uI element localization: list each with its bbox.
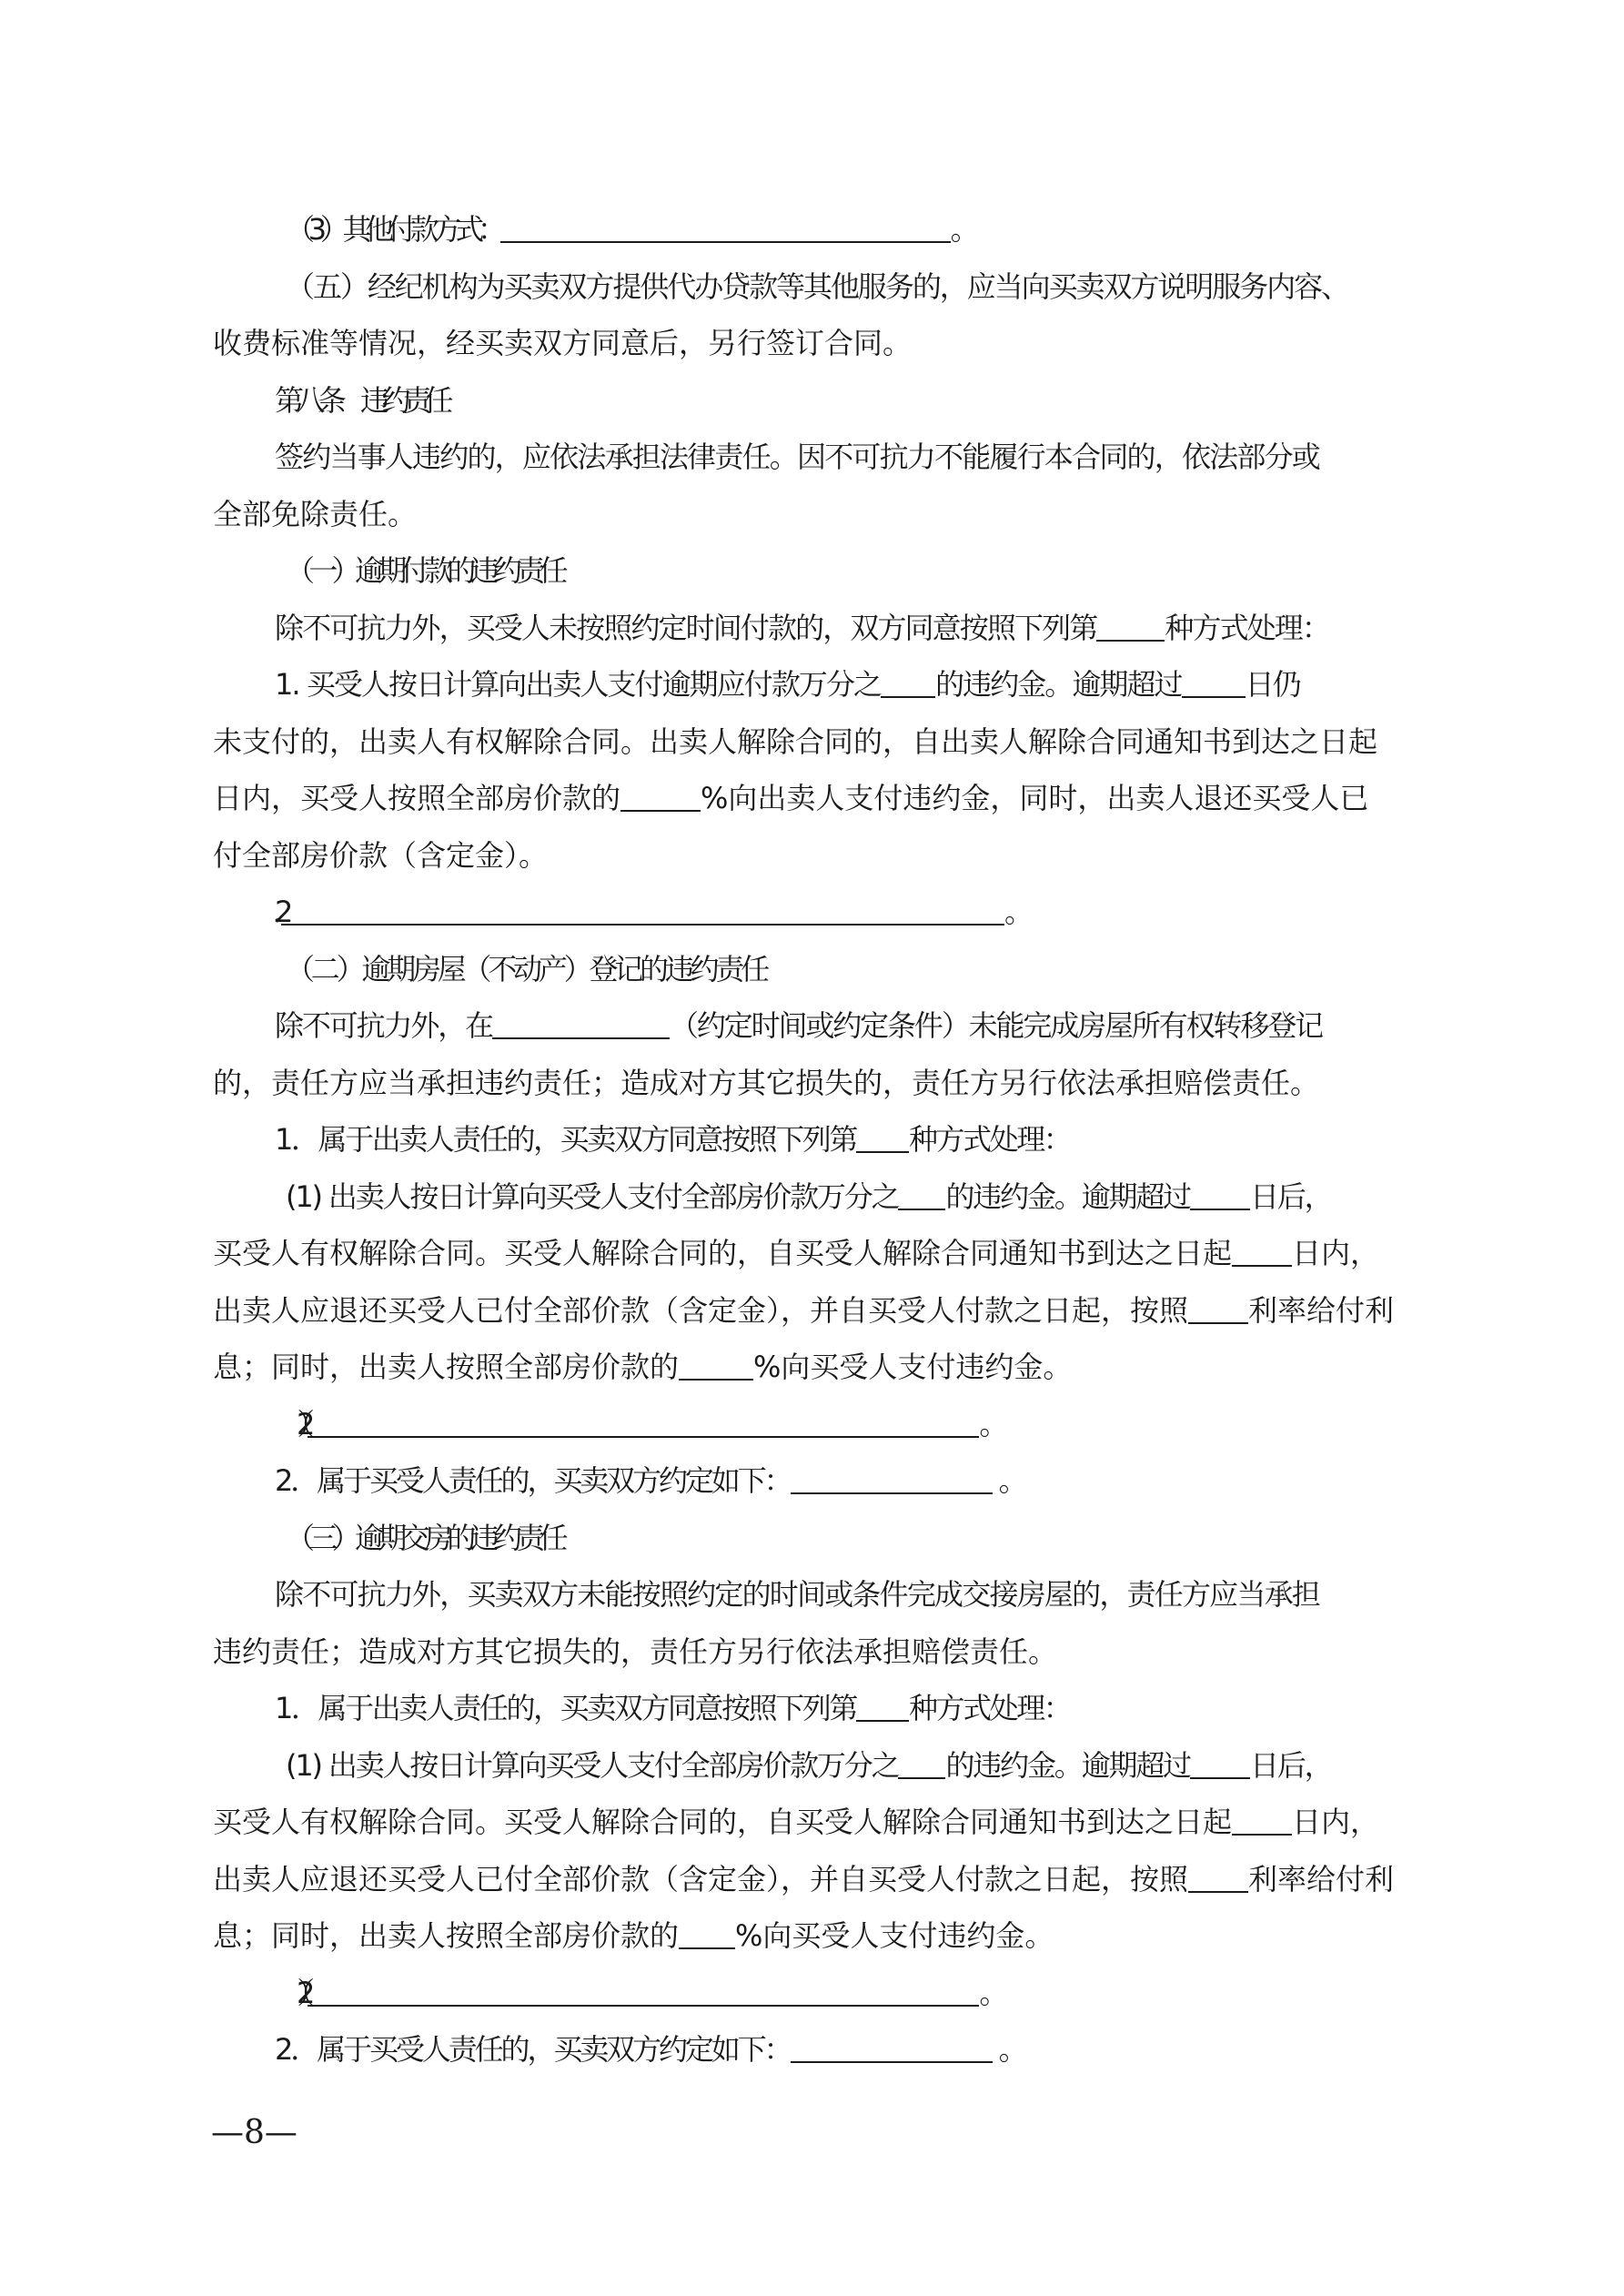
text-segment: 1．属于出卖人责任的，买卖双方同意按照下列第	[275, 1691, 856, 1725]
text-segment: 1. 买受人按日计算向出卖人支付逾期应付款万分之	[275, 667, 882, 702]
fill-in-blank	[500, 214, 951, 243]
text-line	[275, 666, 1485, 703]
text-segment: （一）逾期付款的违约责任	[286, 553, 563, 588]
text-line	[286, 1747, 1496, 1784]
text-segment: 息；同时，出卖人按照全部房价款的	[213, 1350, 680, 1384]
text-segment: 收费标准等情况，经买卖双方同意后，另行签订合同。	[213, 326, 913, 360]
text-segment: 付全部房价款（含定金）。	[213, 837, 549, 873]
text-segment: 2．	[275, 895, 282, 929]
text-segment: 出卖人应退还买受人已付全部价款（含定金），并自买受人付款之日起，按照	[213, 1292, 1189, 1328]
fill-in-blank	[791, 1465, 993, 1494]
text-segment: 除不可抗力外，买受人未按照约定时间付款的，双方同意按照下列第	[275, 610, 1097, 645]
text-segment: 签约当事人违约的，应依法承担法律责任。因不可抗力不能履行本合同的，依法部分或	[275, 440, 1320, 474]
text-segment: 。	[1004, 895, 1014, 929]
text-segment: 2．属于买受人责任的，买卖双方约定如下：	[275, 2032, 791, 2067]
text-segment: 日内，买受人按照全部房价款的	[213, 781, 621, 815]
text-line	[213, 1633, 1423, 1670]
text-segment: (1) 出卖人按日计算向买受人支付全部房价款万分之	[286, 1747, 899, 1783]
fill-in-blank	[898, 1750, 945, 1779]
text-segment: 1．属于出卖人责任的，买卖双方同意按照下列第	[275, 1122, 856, 1157]
fill-in-blank	[308, 1977, 979, 2007]
text-line	[275, 439, 1485, 475]
text-line	[213, 1292, 1423, 1329]
text-segment: 。	[979, 1975, 991, 2010]
fill-in-blank	[620, 783, 701, 812]
text-line	[286, 1406, 1496, 1442]
text-line	[275, 1462, 1485, 1499]
fill-in-blank	[1232, 1238, 1292, 1267]
text-line	[275, 2031, 1485, 2068]
fill-in-blank	[679, 1920, 735, 1949]
text-segment: 未支付的，出卖人有权解除合同。出卖人解除合同的，自出卖人解除合同通知书到达之日起	[213, 723, 1378, 759]
text-line	[213, 1065, 1423, 1101]
text-segment: 日后，	[1250, 1178, 1332, 1214]
text-line	[286, 951, 1496, 987]
text-segment: 。	[992, 2032, 1025, 2067]
fill-in-blank	[1182, 669, 1246, 698]
fill-in-blank	[492, 1010, 670, 1039]
text-segment: 。	[950, 212, 973, 247]
fill-in-blank	[679, 1351, 753, 1381]
text-segment: 日内，	[1292, 1805, 1380, 1839]
text-segment: 的违约金。逾期超过	[945, 1178, 1190, 1214]
text-line	[213, 837, 1423, 874]
text-line	[286, 552, 1496, 589]
text-segment: 日后，	[1250, 1747, 1332, 1783]
text-segment: 买受人有权解除合同。买受人解除合同的，自买受人解除合同通知书到达之日起	[213, 1805, 1233, 1839]
text-segment: （五）经纪机构为买卖双方提供代办贷款等其他服务的，应当向买卖双方说明服务内容、	[286, 268, 1349, 304]
text-segment: 息；同时，出卖人按照全部房价款的	[213, 1918, 680, 1953]
fill-in-blank	[308, 1409, 979, 1438]
text-line	[275, 382, 1485, 419]
text-segment: 除不可抗力外，买卖双方未能按照约定的时间或条件完成交接房屋的，责任方应当承担	[275, 1577, 1320, 1612]
text-line	[275, 1121, 1485, 1158]
text-line	[275, 1690, 1485, 1726]
text-line	[286, 1520, 1496, 1556]
text-segment: %向买受人支付违约金。	[735, 1918, 1054, 1953]
text-segment: 种方式处理：	[908, 1122, 1071, 1157]
text-segment: （2）	[286, 1406, 308, 1441]
text-line	[213, 1235, 1423, 1271]
text-line	[213, 496, 1423, 532]
text-segment: 利率给付利	[1248, 1292, 1395, 1328]
text-segment: 的，责任方应当承担违约责任；造成对方其它损失的，责任方另行依法承担赔偿责任。	[213, 1065, 1320, 1100]
fill-in-blank	[1190, 1181, 1250, 1210]
text-segment: 违约责任；造成对方其它损失的，责任方另行依法承担赔偿责任。	[213, 1633, 1058, 1669]
text-segment: （三）逾期交房的违约责任	[286, 1520, 563, 1555]
text-line	[286, 211, 1496, 248]
text-segment: 买受人有权解除合同。买受人解除合同的，自买受人解除合同通知书到达之日起	[213, 1236, 1233, 1270]
page-number: —8—	[211, 2114, 298, 2151]
text-line	[213, 1917, 1423, 1954]
text-segment: %向出卖人支付违约金，同时，出卖人退还买受人已	[701, 781, 1369, 815]
text-segment: （2）	[286, 1975, 308, 2010]
fill-in-blank	[281, 896, 1004, 925]
text-segment: 出卖人应退还买受人已付全部价款（含定金），并自买受人付款之日起，按照	[213, 1861, 1189, 1896]
text-line	[213, 325, 1423, 361]
text-segment: 利率给付利	[1248, 1861, 1395, 1896]
text-line	[286, 1178, 1496, 1215]
fill-in-blank	[856, 1693, 909, 1722]
text-segment: （二）逾期房屋（不动产）登记的违约责任	[286, 951, 767, 986]
text-line	[213, 780, 1423, 816]
text-segment: %向买受人支付违约金。	[753, 1350, 1073, 1384]
text-line	[286, 1975, 1496, 2011]
fill-in-blank	[898, 1181, 945, 1210]
text-line	[213, 1861, 1423, 1897]
text-segment: 的违约金。逾期超过	[945, 1747, 1190, 1783]
text-segment: 。	[979, 1406, 991, 1441]
text-line	[286, 268, 1496, 305]
text-line	[213, 1804, 1423, 1840]
text-segment: 全部免除责任。	[213, 496, 418, 531]
text-segment: 第八条 违约责任	[275, 382, 447, 418]
text-segment: 2．属于买受人责任的，买卖双方约定如下：	[275, 1463, 791, 1498]
fill-in-blank	[791, 2034, 993, 2063]
fill-in-blank	[881, 669, 935, 698]
text-segment: 日仍	[1245, 667, 1300, 702]
text-line	[275, 894, 1485, 930]
text-segment: 种方式处理：	[1165, 610, 1330, 645]
text-segment: （约定时间或约定条件）未能完成房屋所有权转移登记	[670, 1008, 1323, 1043]
fill-in-blank	[1190, 1750, 1250, 1779]
text-segment: (1) 出卖人按日计算向买受人支付全部房价款万分之	[286, 1178, 899, 1214]
fill-in-blank	[1096, 612, 1165, 642]
text-segment: 除不可抗力外，在	[275, 1008, 493, 1043]
text-line	[275, 610, 1485, 646]
text-segment: （3）其他付款方式：	[286, 212, 500, 247]
fill-in-blank	[1188, 1295, 1248, 1324]
text-line	[275, 1576, 1485, 1613]
fill-in-blank	[1232, 1806, 1292, 1836]
text-line	[213, 1349, 1423, 1385]
text-line	[275, 1007, 1485, 1044]
text-segment: 种方式处理：	[908, 1691, 1071, 1725]
text-line	[213, 723, 1423, 760]
fill-in-blank	[1188, 1864, 1248, 1893]
fill-in-blank	[856, 1124, 909, 1153]
text-segment: 。	[992, 1463, 1025, 1498]
text-segment: 日内，	[1292, 1236, 1380, 1270]
text-segment: 的违约金。逾期超过	[935, 667, 1182, 702]
